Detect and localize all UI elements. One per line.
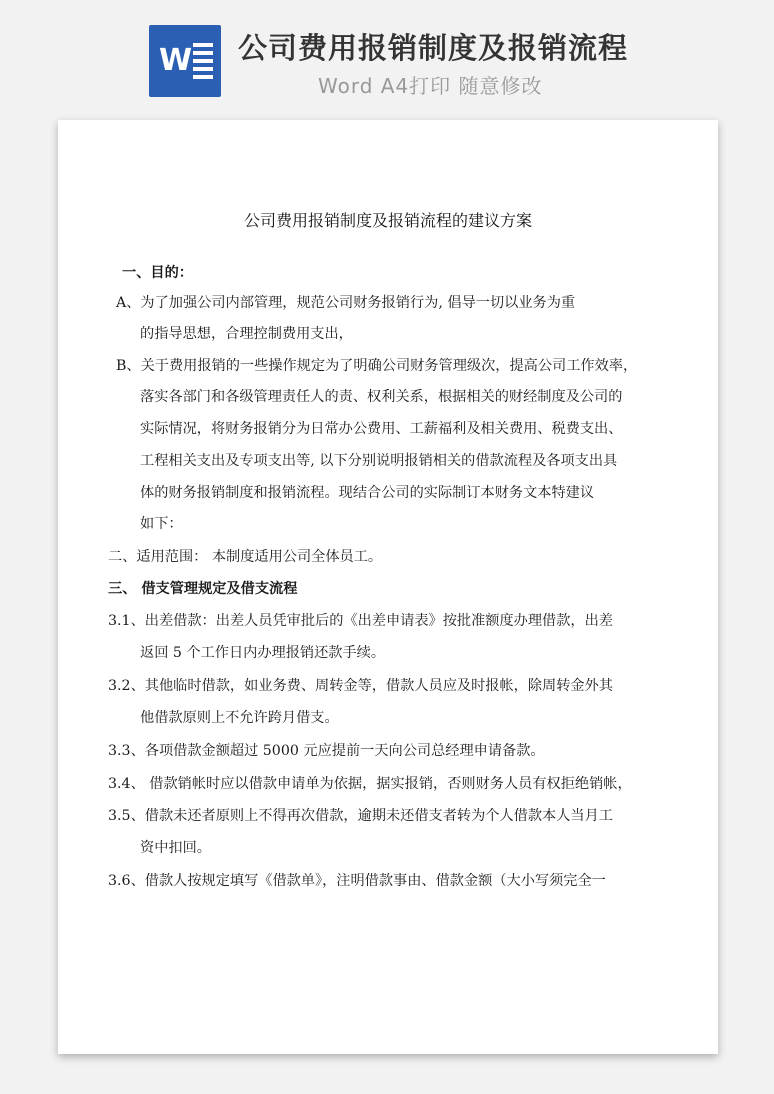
paragraph-line: 3.5、借款未还者原则上不得再次借款，逾期未还借支者转为个人借款本人当月工: [108, 808, 613, 824]
paragraph-line: 3.1、出差借款：出差人员凭审批后的《出差申请表》按批准额度办理借款，出差: [108, 613, 613, 629]
word-logo-letter: W: [159, 43, 193, 78]
header-subtitle: Word A4打印 随意修改: [318, 74, 543, 98]
paragraph-line: 实际情况，将财务报销分为日常办公费用、工薪福利及相关费用、税费支出、: [140, 421, 623, 437]
paragraph-line: 如下：: [140, 516, 183, 532]
section-heading: 三、 借支管理规定及借支流程: [108, 581, 298, 597]
paragraph-line: A、为了加强公司内部管理，规范公司财务报销行为, 倡导一切以业务为重: [116, 295, 576, 311]
document-title: 公司费用报销制度及报销流程的建议方案: [243, 211, 532, 230]
paragraph-line: 资中扣回。: [140, 840, 211, 856]
word-icon: [149, 25, 221, 97]
page-header: [0, 0, 774, 110]
paragraph-line: 他借款原则上不允许跨月借支。: [140, 710, 339, 726]
paragraph-line: 3.3、各项借款金额超过 5000 元应提前一天向公司总经理申请备款。: [108, 743, 545, 759]
paragraph-line: 3.6、借款人按规定填写《借款单》，注明借款事由、借款金额（大小写须完全一: [108, 873, 606, 889]
section-heading: 二、适用范围： 本制度适用公司全体员工。: [108, 549, 383, 565]
document-page: [58, 120, 718, 1054]
paragraph-line: 落实各部门和各级管理责任人的责、权利关系，根据相关的财经制度及公司的: [140, 389, 623, 405]
header-title: 公司费用报销制度及报销流程: [238, 31, 629, 65]
paragraph-line: B、关于费用报销的一些操作规定为了明确公司财务管理级次，提高公司工作效率，: [116, 358, 638, 374]
paragraph-line: 工程相关支出及专项支出等, 以下分别说明报销相关的借款流程及各项支出具: [140, 453, 618, 469]
paragraph-line: 3.4、 借款销帐时应以借款申请单为依据，据实报销，否则财务人员有权拒绝销帐，: [108, 776, 632, 792]
paragraph-line: 返回 5 个工作日内办理报销还款手续。: [140, 645, 386, 661]
section-heading: 一、目的：: [122, 265, 193, 281]
paragraph-line: 3.2、其他临时借款，如业务费、周转金等，借款人员应及时报帐，除周转金外其: [108, 678, 613, 694]
paragraph-line: 的指导思想，合理控制费用支出，: [140, 326, 353, 342]
word-logo-lines: [193, 43, 213, 81]
paragraph-line: 体的财务报销制度和报销流程。现结合公司的实际制订本财务文本特建议: [140, 485, 595, 501]
